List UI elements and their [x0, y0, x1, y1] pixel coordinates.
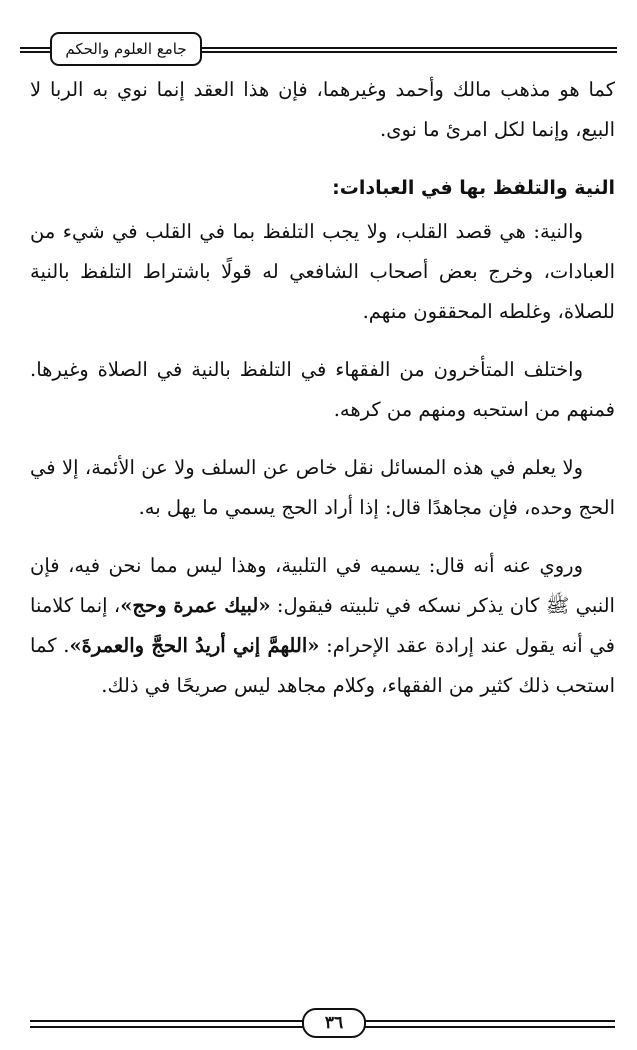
paragraph-5-text-a: وروي عنه أنه قال: يسميه في التلبية، وهذا ليس مما نحن فيه، فإن النبي ﷺ كان يذكر نسكه في تلبيته فيقول:	[30, 554, 615, 617]
paragraph-1: كما هو مذهب مالك وأحمد وغيرهما، فإن هذا العقد إنما نوي به الربا لا البيع، وإنما لكل امرئ ما نوى.	[30, 78, 615, 141]
quote-talbiyah: «لبيك عمرة وحج»	[120, 594, 271, 617]
paragraph-5-text-c: . كما استحب ذلك كثير من الفقهاء، وكلام مجاهد ليس صريحًا في ذلك.	[30, 634, 615, 697]
page-number: ٣٦	[302, 1008, 366, 1038]
page-content	[30, 70, 615, 724]
paragraph-4: ولا يعلم في هذه المسائل نقل خاص عن السلف ولا عن الأئمة، إلا في الحج وحده، فإن مجاهدًا قال: إذا أراد الحج يسمي ما يهل به.	[30, 456, 615, 519]
paragraph-2: والنية: هي قصد القلب، ولا يجب التلفظ بما في القلب في شيء من العبادات، وخرج بعض أصحاب الشافعي له قولًا باشتراط التلفظ بالنية للصلاة، وغلطه المحققون منهم.	[30, 220, 615, 323]
book-title: جامع العلوم والحكم	[50, 32, 202, 66]
page-header	[20, 30, 617, 70]
section-heading: النية والتلفظ بها في العبادات:	[332, 177, 615, 199]
paragraph-5	[30, 546, 615, 706]
quote-ihram: «اللهمَّ إني أريدُ الحجَّ والعمرةَ»	[69, 634, 320, 657]
paragraph-5-text-b: ، إنما كلامنا في أنه يقول عند إرادة عقد الإحرام:	[30, 594, 615, 657]
page-footer	[30, 1008, 615, 1038]
paragraph-3: واختلف المتأخرون من الفقهاء في التلفظ بالنية في الصلاة وغيرها. فمنهم من استحبه ومنهم من كرهه.	[30, 358, 615, 421]
